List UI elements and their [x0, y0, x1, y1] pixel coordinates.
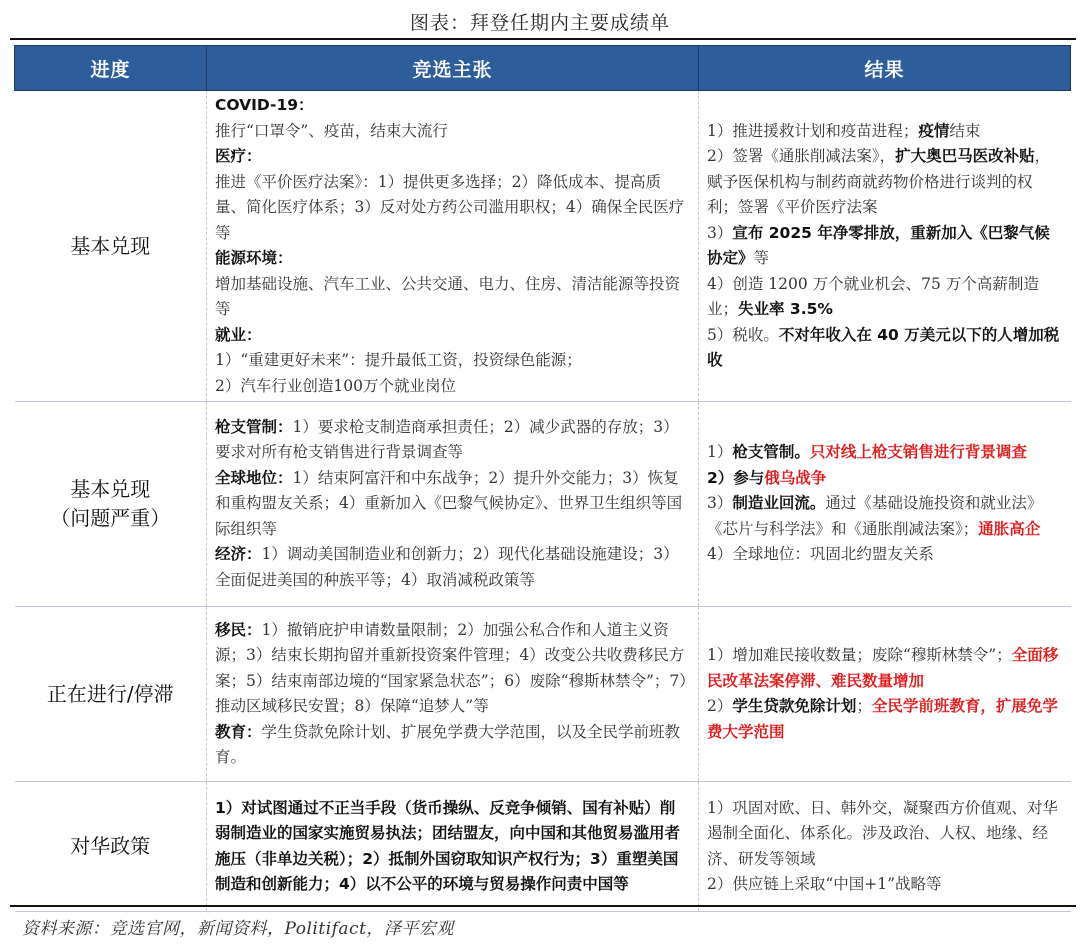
progress-cell: [15, 402, 207, 607]
chart-title: 图表：拜登任期内主要成绩单: [409, 12, 670, 34]
progress-cell: [15, 607, 207, 782]
platform-text-segment: 能源环境：: [215, 249, 293, 267]
result-text-segment: 制造业回流。: [732, 494, 826, 513]
result-text-segment: 通胀高企: [978, 519, 1041, 538]
result-text-segment: 4）全球地位：巩固北约盟友关系: [707, 545, 934, 564]
progress-label: 基本兑现: [70, 233, 151, 258]
result-cell: [699, 782, 1071, 912]
result-text-segment: 2）参与: [707, 468, 765, 487]
result-text-segment: 只对线上枪支销售进行背景调查: [809, 443, 1027, 462]
result-cell: [699, 402, 1071, 607]
header-platform: 竞选主张: [207, 46, 699, 91]
platform-cell: [207, 402, 699, 607]
progress-label: 对华政策: [70, 834, 151, 858]
platform-cell: [207, 607, 699, 782]
platform-text-segment: 2）汽车行业创造100万个就业岗位: [215, 376, 456, 395]
result-text-segment: 1）巩固对欧、日、韩外交，凝聚西方价值观、对华遏制全面化、体系化。涉及政治、人权、地缘、经济、研发等领域: [707, 798, 1058, 868]
platform-text-segment: 学生贷款免除计划、扩展免学费大学范围，以及全民学前班教育。: [215, 722, 681, 766]
platform-text-segment: 枪支管制：: [215, 417, 293, 436]
platform-text-segment: 1）调动美国制造业和创新力；2）现代化基础设施建设；3）全面促进美国的种族平等；4）取消减税政策等: [215, 545, 679, 589]
result-text-segment: 等: [753, 249, 770, 267]
progress-label: 正在进行/停滞: [46, 681, 174, 706]
result-text-segment: 2）: [707, 697, 733, 715]
platform-text-segment: 经济：: [215, 545, 262, 564]
result-text-segment: 2）签署《通胀削减法案》，: [707, 147, 896, 165]
result-text-segment: 通过《基础设施投资和就业法》《芯片与科学法》和《通胀削减法案》；: [707, 494, 1043, 538]
platform-text-segment: 1）撤销庇护申请数量限制；2）加强公私合作和人道主义资源；3）结束长期拘留并重新投资案件管理；4）改变公共收费移民方案；5）结束南部边境的“国家紧急状态”；6）废除“穆斯林禁令”；7）推动区域移民安置；8）保障“追梦人”等: [215, 620, 688, 715]
result-text-segment: 学生贷款免除计划: [732, 697, 857, 715]
result-text-segment: ，赋予医保机构与制药商就药物价格进行谈判的权利；签署《平价医疗法案: [707, 147, 1051, 216]
platform-text-segment: 移民：: [215, 620, 262, 639]
platform-text-segment: 增加基础设施、汽车工业、公共交通、电力、住房、清洁能源等投资等: [215, 274, 681, 318]
result-text-segment: 失业率 3.5%: [738, 300, 833, 318]
progress-sublabel: （问题严重）: [50, 506, 171, 530]
platform-text-segment: 1）“重建更好未来”：提升最低工资，投资绿色能源；: [215, 351, 582, 369]
header-result: 结果: [699, 46, 1071, 91]
result-text-segment: 枪支管制。: [732, 443, 810, 462]
platform-text-segment: 推行“口罩令”、疫苗，结束大流行: [215, 121, 448, 140]
result-text-segment: 3）: [707, 494, 733, 513]
platform-cell: [207, 782, 699, 912]
result-cell: [699, 607, 1071, 782]
result-cell: [699, 91, 1071, 402]
header-progress: 进度: [15, 46, 207, 91]
platform-text-segment: 就业：: [215, 325, 262, 344]
platform-text-segment: 教育：: [215, 722, 262, 741]
table-row: [15, 91, 1071, 402]
table-row: [15, 782, 1071, 912]
result-text-segment: 全面移民改革法案停滞、难民数量增加: [707, 646, 1059, 690]
progress-cell: [15, 91, 207, 402]
result-text-segment: 2）供应链上采取“中国+1”战略等: [707, 875, 942, 893]
platform-text-segment: 1）结束阿富汗和中东战争；2）提升外交能力；3）恢复和重构盟友关系；4）重新加入《巴黎气候协定》、世界卫生组织等国际组织等: [215, 468, 683, 538]
progress-cell: [15, 782, 207, 912]
scorecard-table: [14, 45, 1071, 912]
result-text-segment: 1）推进援救计划和疫苗进程；: [707, 121, 919, 140]
bottom-rule: [10, 905, 1076, 907]
result-text-segment: 宣布 2025 年净零排放，重新加入《巴黎气候协定》: [707, 223, 1050, 267]
platform-text-segment: 推进《平价医疗法案》：1）提供更多选择；2）降低成本、提高质量、简化医疗体系；3）反对处方药公司滥用职权；4）确保全民医疗等: [215, 172, 685, 242]
result-text-segment: ；: [856, 697, 872, 715]
platform-text-segment: 1）对试图通过不正当手段（货币操纵、反竞争倾销、国有补贴）削弱制造业的国家实施贸易执法；团结盟友，向中国和其他贸易滥用者施压（非单边关税）；2）抵制外国窃取知识产权行为；3）重塑美国制造和创新能力；4）以不公平的环境与贸易操作问责中国等: [215, 798, 681, 893]
result-text-segment: 结束: [949, 121, 981, 140]
result-text-segment: 不对年收入在 40 万美元以下的人增加税收: [707, 325, 1060, 369]
platform-text-segment: 1）要求枪支制造商承担责任；2）减少武器的存放；3）要求对所有枪支销售进行背景调查等: [215, 417, 679, 462]
progress-label: 基本兑现: [70, 477, 151, 501]
result-text-segment: 1）增加难民接收数量；废除“穆斯林禁令”；: [707, 646, 1012, 664]
table-row: [15, 402, 1071, 607]
table-row: [15, 607, 1071, 782]
result-text-segment: 1）: [707, 443, 733, 462]
result-text-segment: 疫情: [918, 121, 950, 140]
source-note: 资料来源：竞选官网，新闻资料，Politifact，泽平宏观: [22, 919, 454, 939]
result-text-segment: 扩大奥巴马医改补贴: [895, 147, 1035, 165]
result-text-segment: 3）: [707, 223, 733, 242]
platform-text-segment: COVID-19：: [215, 96, 314, 114]
result-text-segment: 4）创造 1200 万个就业机会、75 万个高薪制造业；: [707, 274, 1039, 318]
platform-text-segment: 医疗：: [215, 147, 262, 165]
platform-cell: [207, 91, 699, 402]
platform-text-segment: 全球地位：: [215, 468, 293, 487]
result-text-segment: 俄乌战争: [764, 468, 827, 487]
result-text-segment: 全民学前班教育，扩展免学费大学范围: [707, 697, 1058, 741]
result-text-segment: 5）税收。: [707, 325, 779, 344]
top-rule: [10, 38, 1076, 40]
header-row: [15, 46, 1071, 91]
